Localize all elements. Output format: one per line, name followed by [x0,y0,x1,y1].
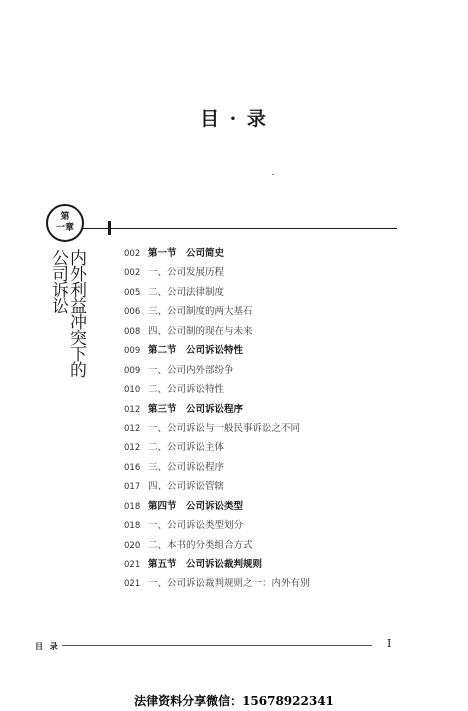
toc-page-number: 002 [124,268,141,279]
watermark: 法律资料分享微信：15678922341 [134,694,334,708]
toc-entry[interactable] [124,303,454,322]
toc-entry[interactable] [124,420,454,439]
toc-page-number: 010 [124,385,141,396]
toc-entry[interactable] [124,459,454,478]
footer-label: 目 录 [35,642,60,651]
toc-page-number: 009 [124,346,141,357]
chapter-heading-col1: 内外利益冲突下的 [66,249,86,377]
toc-entry-text: 一、公司诉讼与一般民事诉讼之不同 [148,422,301,434]
speck [272,174,274,175]
toc-entry[interactable] [124,439,454,458]
toc-page-number: 018 [124,501,141,512]
toc-entry-text: 三、公司诉讼程序 [148,461,225,473]
toc-page-number: 009 [124,365,141,376]
toc-page-number: 006 [124,307,141,318]
chapter-badge-line2: 一章 [55,223,74,233]
toc-page-number: 008 [124,326,141,337]
toc-page-number: 005 [124,287,141,298]
toc-entry-text: 二、本书的分类组合方式 [148,539,253,551]
toc-entry[interactable] [124,556,454,575]
toc-entry-text: 一、公司诉讼裁判规则之一：内外有别 [148,578,310,590]
toc-page-number: 021 [124,560,141,570]
toc-entry[interactable] [124,537,454,556]
toc-entry[interactable] [124,284,454,303]
toc-page-number: 012 [124,404,141,415]
toc-entry[interactable] [124,517,454,536]
toc-entry[interactable] [124,498,454,517]
toc-entry-text: 第二节 公司诉讼特性 [148,345,244,357]
toc-entry[interactable] [124,245,454,264]
toc-entry-text: 第四节 公司诉讼类型 [148,500,244,512]
toc-entry-text: 一、公司发展历程 [148,267,225,279]
footer-page-number: I [387,637,392,650]
chapter-heading-col2: 公司诉讼 [48,249,68,313]
toc-entry[interactable] [124,478,454,497]
toc-entry-text: 第一节 公司简史 [148,248,225,259]
toc-entry[interactable] [124,362,454,381]
chapter-tick [108,221,111,235]
toc-entry-text: 一、公司诉讼类型划分 [148,520,244,532]
toc-entry-text: 二、公司诉讼特性 [148,384,225,396]
toc-entry[interactable] [124,264,454,283]
toc-page-number: 021 [124,579,141,590]
toc-entry[interactable] [124,342,454,361]
chapter-badge [46,204,84,242]
toc-entry-text: 四、公司诉讼管辖 [148,481,225,493]
toc-entry[interactable] [124,401,454,420]
toc-entry-text: 二、公司诉讼主体 [148,442,225,454]
toc-page-number: 012 [124,443,141,454]
footer-rule [62,645,372,646]
toc-entry-text: 一、公司内外部纷争 [148,364,234,376]
toc-entry[interactable] [124,323,454,342]
toc-list [124,245,454,595]
toc-entry-text: 第三节 公司诉讼程序 [148,403,244,415]
toc-entry-text: 三、公司制度的两大基石 [148,306,253,318]
toc-entry-text: 第五节 公司诉讼裁判规则 [148,559,263,570]
toc-entry[interactable] [124,381,454,400]
toc-page-number: 016 [124,462,141,473]
toc-entry[interactable] [124,575,454,594]
toc-entry-text: 二、公司法律制度 [148,286,225,298]
chapter-rule [82,228,397,229]
toc-page-number: 020 [124,540,141,551]
chapter-badge-line1: 第 [60,212,70,222]
page-title: 目 · 录 [200,108,268,130]
toc-page-number: 018 [124,521,141,532]
toc-page-number: 012 [124,423,141,434]
toc-page-number: 002 [124,249,141,259]
toc-entry-text: 四、公司制的现在与未来 [148,325,253,337]
toc-page-number: 017 [124,482,141,493]
